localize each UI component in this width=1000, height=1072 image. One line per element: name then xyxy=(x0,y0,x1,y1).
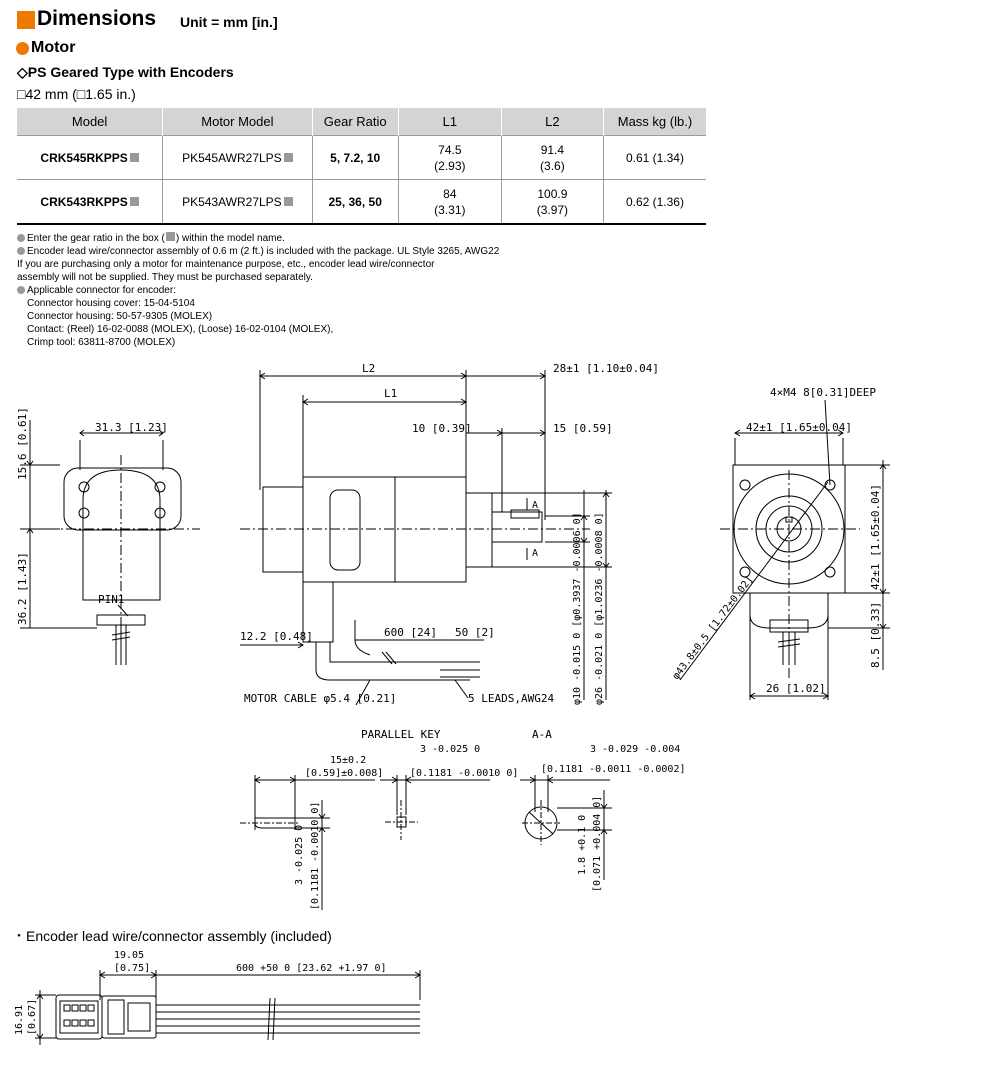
col-model: Model xyxy=(17,108,163,136)
aa-3-label: 3 -0.029 -0.004 xyxy=(590,744,681,755)
dim-l2-label: L2 xyxy=(362,362,376,375)
leads-label: 5 LEADS,AWG24 xyxy=(468,692,555,705)
parallel-key-label: PARALLEL KEY xyxy=(361,728,441,741)
cell-l2: 100.9 (3.97) xyxy=(501,180,603,225)
dimension-drawing xyxy=(0,355,1000,915)
cell-motor-model: PK543AWR27LPS xyxy=(163,180,312,225)
aa-label: A-A xyxy=(532,728,552,741)
dim-d26-label: φ26 -0.021 0 [φ1.0236 -0.0008 0] xyxy=(594,512,605,705)
section-marker xyxy=(17,11,35,29)
frame-size-label: □42 mm (□1.65 in.) xyxy=(17,86,136,102)
cell-gear-ratio: 25, 36, 50 xyxy=(312,180,398,225)
dim-600-label: 600 [24] xyxy=(384,626,437,639)
dim-31-label: 31.3 [1.23] xyxy=(95,421,168,434)
gear-box-icon xyxy=(284,197,293,206)
dim-28-label: 28±1 [1.10±0.04] xyxy=(553,362,659,375)
gear-box-icon xyxy=(130,197,139,206)
dim-156-label: 15.6 [0.61] xyxy=(16,407,29,480)
rear-view xyxy=(16,407,200,665)
encoder-section-title: ・Encoder lead wire/connector assembly (included) xyxy=(12,928,332,944)
key-15-label: 15±0.2 xyxy=(330,755,367,766)
cell-l2: 91.4 (3.6) xyxy=(501,136,603,180)
note-9: Crimp tool: 63811-8700 (MOLEX) xyxy=(27,337,176,348)
encoder-drawing xyxy=(0,945,440,1045)
section-heading: Motor xyxy=(31,39,76,56)
table-row xyxy=(17,136,706,180)
dim-438-label: φ43.8±0.5 [1.72±0.02] xyxy=(670,574,756,682)
cell-gear-ratio: 5, 7.2, 10 xyxy=(312,136,398,180)
motor-cable-label: MOTOR CABLE φ5.4 [0.21] xyxy=(244,692,397,705)
gear-box-icon xyxy=(284,153,293,162)
note-8: Contact: (Reel) 16-02-0088 (MOLEX), (Loose) 16-02-0104 (MOLEX), xyxy=(27,324,334,335)
col-mass: Mass kg (lb.) xyxy=(603,108,706,136)
aa-3-in-label: [0.1181 -0.0011 -0.0002] xyxy=(541,764,686,775)
enc-600-label: 600 +50 0 [23.62 +1.97 0] xyxy=(236,963,387,974)
dim-d10-label: φ10 -0.015 0 [φ0.3937 -0.0006 0] xyxy=(572,512,583,705)
cell-model: CRK543RKPPS xyxy=(17,180,163,225)
dim-10-label: 10 [0.39] xyxy=(412,422,472,435)
dim-85-label: 8.5 [0.33] xyxy=(869,601,882,668)
aa-18-label: 1.8 +0.1 0 xyxy=(577,814,588,875)
front-view xyxy=(671,386,890,700)
section-aa-view xyxy=(520,728,686,892)
col-l1: L1 xyxy=(398,108,501,136)
tap-label: 4×M4 8[0.31]DEEP xyxy=(770,386,876,399)
dim-42-label: 42±1 [1.65±0.04] xyxy=(746,421,852,434)
bullet-icon xyxy=(17,286,25,294)
aa-18-in-label: [0.071 +0.004 0] xyxy=(592,795,603,892)
enc-1905-label: 19.05 xyxy=(114,950,145,961)
gear-box-icon xyxy=(166,232,175,241)
cell-l1: 84 (3.31) xyxy=(398,180,501,225)
dim-50-label: 50 [2] xyxy=(455,626,495,639)
note-4: assembly will not be supplied. They must be purchased separately. xyxy=(17,272,313,283)
spec-table xyxy=(17,108,706,225)
bullet-icon xyxy=(17,234,25,242)
key-3-label: 3 -0.025 0 xyxy=(420,744,481,755)
note-3: If you are purchasing only a motor for maintenance purpose, etc., encoder lead wire/connector xyxy=(17,259,435,270)
bullet-icon xyxy=(16,42,29,55)
dim-15-label: 15 [0.59] xyxy=(553,422,613,435)
note-7: Connector housing: 50-57-9305 (MOLEX) xyxy=(27,311,213,322)
key-3v-label: 3 -0.025 0 xyxy=(294,824,305,885)
gear-box-icon xyxy=(130,153,139,162)
dim-362-label: 36.2 [1.43] xyxy=(16,552,29,625)
section-a-bottom: A xyxy=(532,548,539,559)
table-header-row xyxy=(17,108,706,136)
cell-mass: 0.62 (1.36) xyxy=(603,180,706,225)
cell-mass: 0.61 (1.34) xyxy=(603,136,706,180)
parallel-key-view xyxy=(240,728,518,910)
notes-block xyxy=(17,232,499,349)
section-a-top: A xyxy=(532,500,539,511)
col-motor-model: Motor Model xyxy=(163,108,312,136)
cell-motor-model: PK545AWR27LPS xyxy=(163,136,312,180)
dim-26-label: 26 [1.02] xyxy=(766,682,826,695)
col-gear-ratio: Gear Ratio xyxy=(312,108,398,136)
dim-l1-label: L1 xyxy=(384,387,398,400)
note-2: Encoder lead wire/connector assembly of 0.6 m (2 ft.) is included with the package. UL Style 3265, AWG22 xyxy=(17,245,499,258)
cell-l1: 74.5 (2.93) xyxy=(398,136,501,180)
note-6: Connector housing cover: 15-04-5104 xyxy=(27,298,195,309)
cell-model: CRK545RKPPS xyxy=(17,136,163,180)
col-l2: L2 xyxy=(501,108,603,136)
key-3v-in-label: [0.1181 -0.0010 0] xyxy=(310,801,321,910)
pin1-label: PIN1 xyxy=(98,593,125,606)
table-row xyxy=(17,180,706,225)
subsection-heading: ◇PS Geared Type with Encoders xyxy=(17,64,234,80)
note-1: Enter the gear ratio in the box ( ) within the model name. xyxy=(17,232,499,245)
enc-1905-in-label: [0.75] xyxy=(114,963,151,974)
page-title: Dimensions xyxy=(37,7,157,30)
key-15-in-label: [0.59]±0.008] xyxy=(305,768,384,779)
side-view xyxy=(240,362,659,705)
note-5: Applicable connector for encoder: xyxy=(17,284,499,297)
enc-1691-label: 16.91 xyxy=(14,1004,25,1035)
dim-42v-label: 42±1 [1.65±0.04] xyxy=(869,484,882,590)
dim-122-label: 12.2 [0.48] xyxy=(240,630,313,643)
key-3-in-label: [0.1181 -0.0010 0] xyxy=(410,768,519,779)
enc-1691-in-label: [0.67] xyxy=(27,998,38,1035)
unit-label: Unit = mm [in.] xyxy=(180,14,278,30)
bullet-icon xyxy=(17,247,25,255)
